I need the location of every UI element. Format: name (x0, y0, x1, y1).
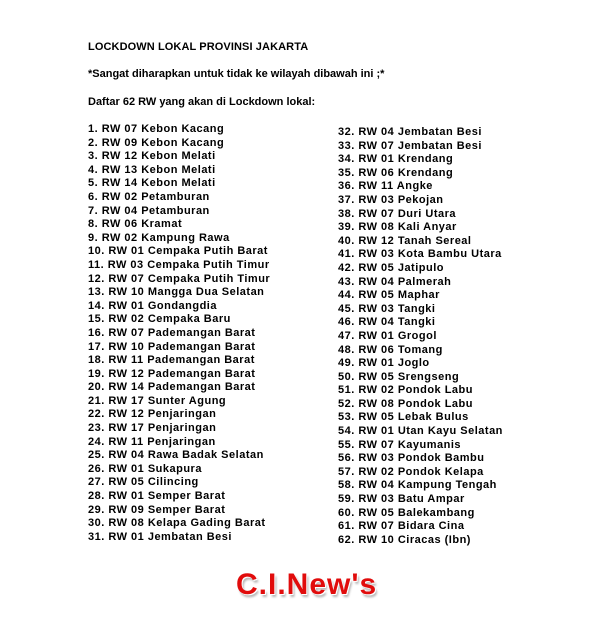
list-item: 10. RW 01 Cempaka Putih Barat (88, 245, 268, 258)
list-item: 15. RW 02 Cempaka Baru (88, 313, 231, 326)
list-item: 4. RW 13 Kebon Melati (88, 163, 216, 176)
list-item: 62. RW 10 Ciracas (Ibn) (338, 533, 471, 546)
list-item: 1. RW 07 Kebon Kacang (88, 123, 225, 135)
document-title: LOCKDOWN LOKAL PROVINSI JAKARTA (88, 41, 309, 53)
list-item: 52. RW 08 Pondok Labu (338, 397, 473, 410)
list-item: 56. RW 03 Pondok Bambu (338, 452, 485, 465)
list-item: 51. RW 02 Pondok Labu (338, 384, 473, 397)
list-item: 20. RW 14 Pademangan Barat (88, 381, 256, 394)
list-item: 13. RW 10 Mangga Dua Selatan (88, 286, 265, 299)
list-item: 54. RW 01 Utan Kayu Selatan (338, 425, 503, 438)
list-item: 34. RW 01 Krendang (338, 153, 454, 166)
list-item: 42. RW 05 Jatipulo (338, 261, 444, 274)
list-item: 38. RW 07 Duri Utara (338, 207, 457, 220)
list-item: 32. RW 04 Jembatan Besi (338, 126, 482, 138)
rw-list-left (88, 123, 271, 544)
list-item: 22. RW 12 Penjaringan (88, 408, 217, 421)
rw-list-right (338, 126, 538, 547)
watermark-logo: C.I.New's (236, 568, 378, 601)
list-item: 16. RW 07 Pademangan Barat (88, 326, 256, 339)
list-item: 2. RW 09 Kebon Kacang (88, 136, 225, 149)
list-item: 17. RW 10 Pademangan Barat (88, 340, 256, 353)
list-intro: Daftar 62 RW yang akan di Lockdown lokal: (88, 96, 316, 108)
list-item: 60. RW 05 Balekambang (338, 506, 475, 519)
list-item: 25. RW 04 Rawa Badak Selatan (88, 449, 264, 462)
list-item: 23. RW 17 Penjaringan (88, 422, 217, 435)
list-item: 57. RW 02 Pondok Kelapa (338, 465, 484, 478)
list-item: 12. RW 07 Cempaka Putih Timur (88, 272, 271, 285)
list-item: 33. RW 07 Jembatan Besi (338, 139, 482, 152)
list-item: 26. RW 01 Sukapura (88, 462, 202, 475)
list-item: 58. RW 04 Kampung Tengah (338, 479, 497, 492)
list-item: 19. RW 12 Pademangan Barat (88, 367, 256, 380)
list-item: 53. RW 05 Lebak Bulus (338, 411, 469, 424)
list-item: 9. RW 02 Kampung Rawa (88, 231, 230, 244)
list-item: 41. RW 03 Kota Bambu Utara (338, 248, 502, 261)
list-item: 31. RW 01 Jembatan Besi (88, 530, 232, 543)
list-item: 37. RW 03 Pekojan (338, 193, 444, 206)
list-item: 5. RW 14 Kebon Melati (88, 177, 216, 190)
document-subtitle: *Sangat diharapkan untuk tidak ke wilayah dibawah ini ;* (88, 68, 385, 80)
list-item: 50. RW 05 Srengseng (338, 370, 460, 383)
list-item: 61. RW 07 Bidara Cina (338, 520, 465, 533)
list-item: 18. RW 11 Pademangan Barat (88, 354, 255, 367)
list-item: 27. RW 05 Cilincing (88, 476, 199, 489)
list-item: 28. RW 01 Semper Barat (88, 490, 226, 503)
list-item: 30. RW 08 Kelapa Gading Barat (88, 517, 266, 530)
list-item: 11. RW 03 Cempaka Putih Timur (88, 258, 270, 271)
list-item: 43. RW 04 Palmerah (338, 275, 452, 288)
list-item: 59. RW 03 Batu Ampar (338, 493, 465, 506)
list-item: 7. RW 04 Petamburan (88, 204, 210, 217)
list-item: 45. RW 03 Tangki (338, 302, 436, 315)
list-item: 8. RW 06 Kramat (88, 218, 183, 231)
list-item: 14. RW 01 Gondangdia (88, 299, 217, 312)
list-item: 21. RW 17 Sunter Agung (88, 394, 227, 407)
list-item: 3. RW 12 Kebon Melati (88, 150, 216, 163)
list-item: 55. RW 07 Kayumanis (338, 438, 462, 451)
list-item: 35. RW 06 Krendang (338, 166, 454, 179)
list-item: 39. RW 08 Kali Anyar (338, 221, 457, 234)
list-item: 40. RW 12 Tanah Sereal (338, 234, 472, 247)
list-item: 24. RW 11 Penjaringan (88, 435, 216, 448)
list-item: 48. RW 06 Tomang (338, 343, 443, 356)
list-item: 6. RW 02 Petamburan (88, 190, 210, 203)
list-item: 36. RW 11 Angke (338, 180, 433, 193)
list-item: 44. RW 05 Maphar (338, 289, 440, 302)
list-item: 47. RW 01 Grogol (338, 329, 437, 342)
list-item: 46. RW 04 Tangki (338, 316, 436, 329)
list-item: 49. RW 01 Joglo (338, 357, 430, 370)
list-item: 29. RW 09 Semper Barat (88, 503, 226, 516)
